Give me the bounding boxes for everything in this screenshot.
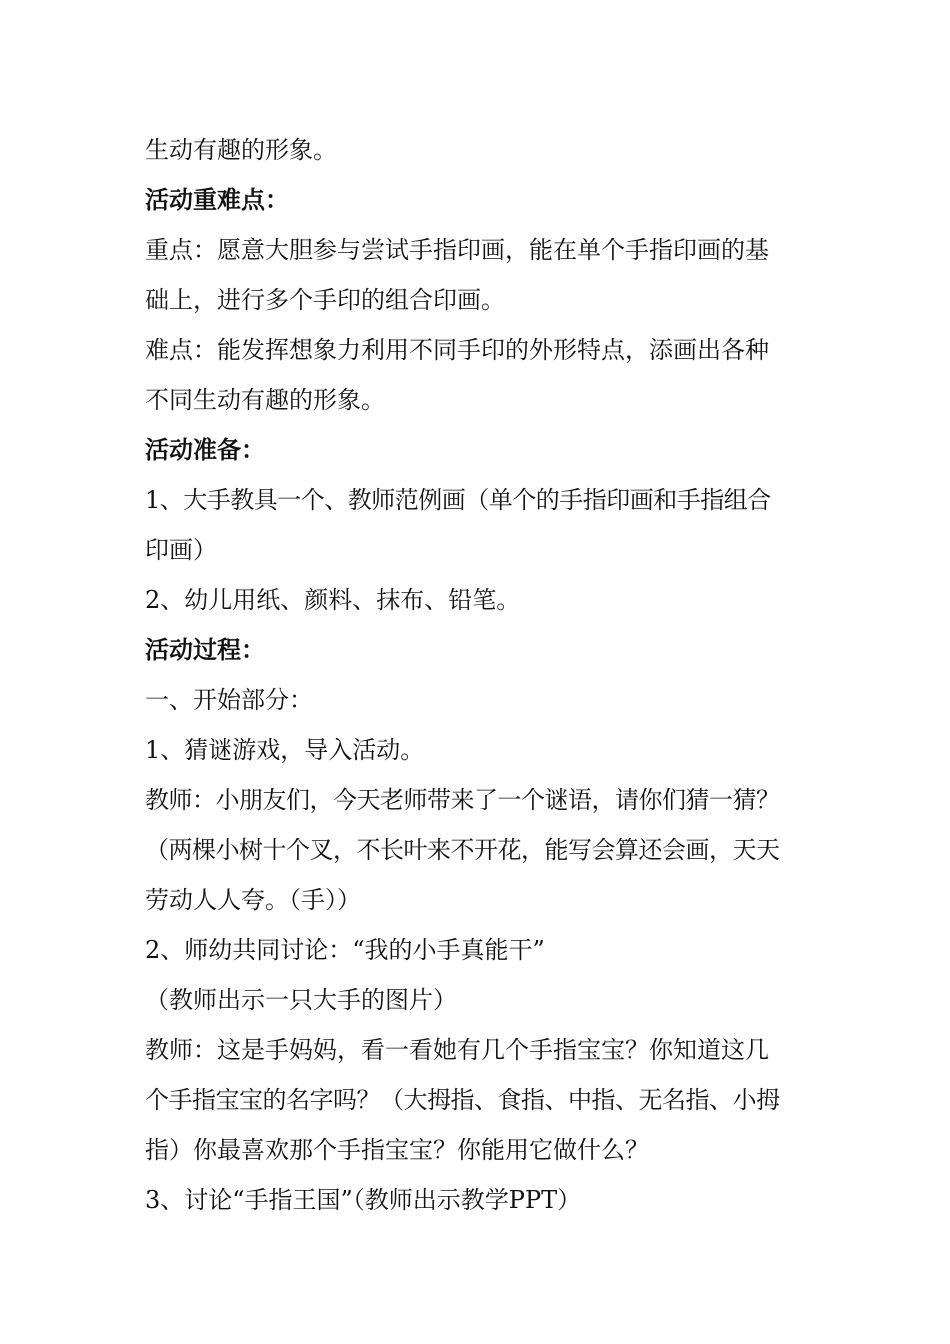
body-text-line: 重点：愿意大胆参与尝试手指印画，能在单个手指印画的基 — [145, 236, 769, 264]
section-heading-process: 活动过程： — [145, 635, 265, 664]
body-text-line: 2、幼儿用纸、颜料、抹布、铅笔。 — [145, 586, 521, 614]
body-text-line: 3、讨论“手指王国”（教师出示教学PPT） — [145, 1186, 582, 1214]
body-text-line: 一、开始部分： — [145, 686, 313, 714]
body-text-line: 劳动人人夸。（手）） — [145, 886, 361, 914]
body-text-line: 1、大手教具一个、教师范例画（单个的手指印画和手指组合 — [145, 486, 771, 514]
body-text-line: 1、猜谜游戏，导入活动。 — [145, 736, 425, 764]
body-text-line: 个手指宝宝的名字吗？（大拇指、食指、中指、无名指、小拇 — [145, 1086, 780, 1114]
body-text-line: 难点：能发挥想象力利用不同手印的外形特点，添画出各种 — [145, 336, 769, 364]
section-heading-key-points: 活动重难点： — [145, 185, 289, 214]
section-heading-preparation: 活动准备： — [145, 435, 265, 464]
document-page — [145, 125, 810, 1225]
body-text-line: 生动有趣的形象。 — [145, 136, 337, 164]
body-text-line: （两棵小树十个叉，不长叶来不开花，能写会算还会画，天天 — [145, 836, 780, 864]
body-text-line: 2、师幼共同讨论：“我的小手真能干” — [145, 936, 545, 964]
body-text-line: 教师：这是手妈妈，看一看她有几个手指宝宝？你知道这几 — [145, 1036, 769, 1064]
body-text-line: 不同生动有趣的形象。 — [145, 386, 385, 414]
body-text-line: 指）你最喜欢那个手指宝宝？你能用它做什么？ — [145, 1136, 649, 1164]
body-text-line: （教师出示一只大手的图片） — [145, 986, 457, 1014]
body-text-line: 教师：小朋友们，今天老师带来了一个谜语，请你们猜一猜？ — [145, 786, 780, 814]
body-text-line: 础上，进行多个手印的组合印画。 — [145, 286, 505, 314]
body-text-line: 印画） — [145, 536, 217, 564]
